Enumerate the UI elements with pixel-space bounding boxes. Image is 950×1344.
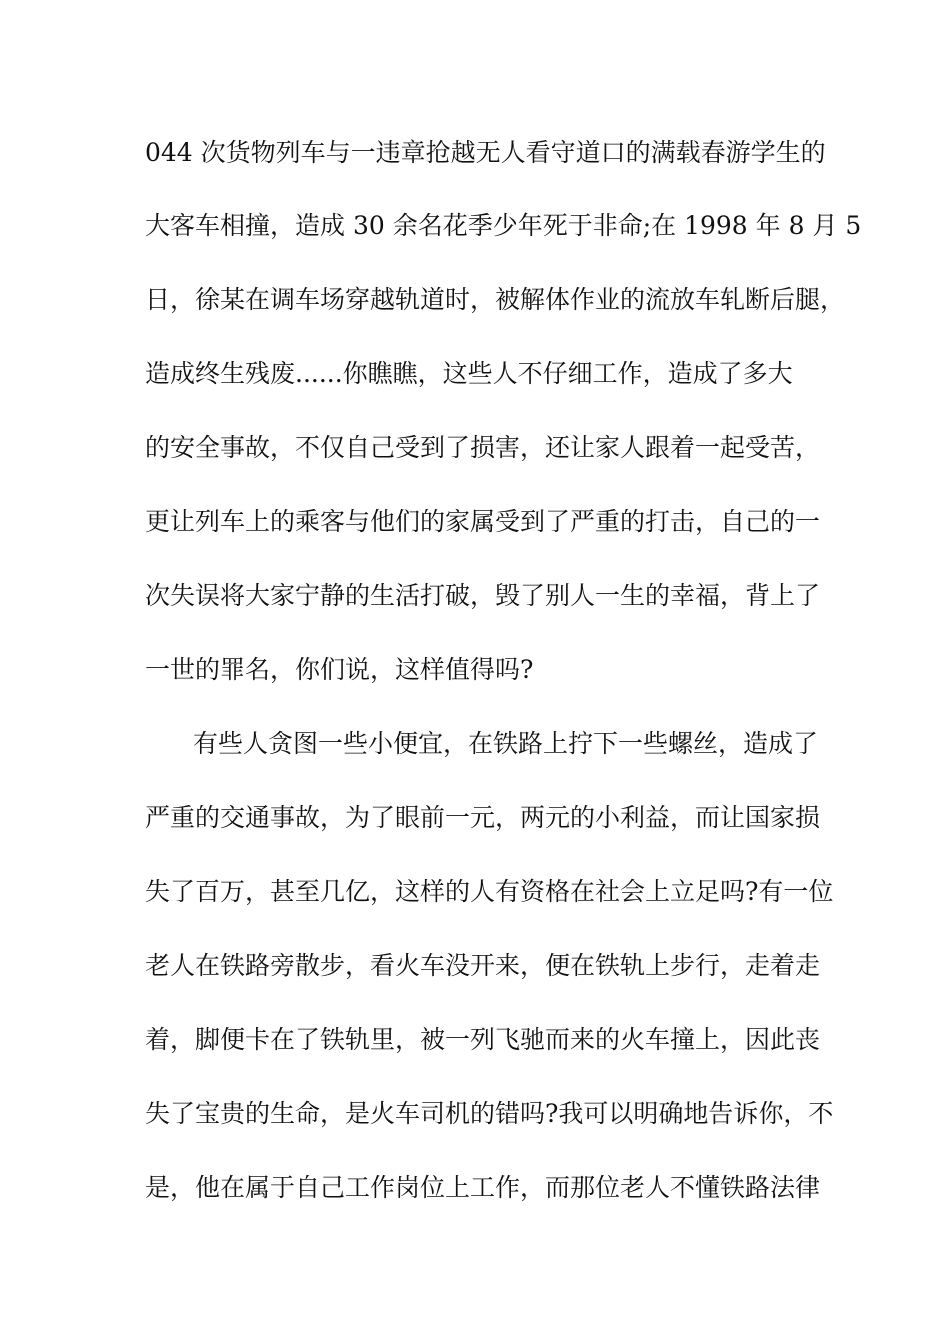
text-line: 大客车相撞，造成 30 余名花季少年死于非命;在 1998 年 8 月 5 (145, 211, 862, 240)
text-line: 严重的交通事故，为了眼前一元，两元的小利益，而让国家损 (145, 803, 821, 832)
text-line: 失了百万，甚至几亿，这样的人有资格在社会上立足吗?有一位 (145, 877, 834, 906)
text-line: 老人在铁路旁散步，看火车没开来，便在铁轨上步行，走着走 (145, 951, 821, 980)
text-line: 更让列车上的乘客与他们的家属受到了严重的打击，自己的一 (145, 507, 821, 536)
text-line: 失了宝贵的生命，是火车司机的错吗?我可以明确地告诉你，不 (145, 1099, 834, 1128)
text-line: 造成终生残废......你瞧瞧，这些人不仔细工作，造成了多大 (145, 359, 793, 388)
text-line: 日，徐某在调车场穿越轨道时，被解体作业的流放车轧断后腿， (145, 285, 846, 314)
paragraph-first-line: 有些人贪图一些小便宜，在铁路上拧下一些螺丝，造成了 (193, 729, 819, 758)
text-line: 着，脚便卡在了铁轨里，被一列飞驰而来的火车撞上，因此丧 (145, 1025, 821, 1054)
text-line: 044 次货物列车与一违章抢越无人看守道口的满载春游学生的 (145, 138, 826, 167)
text-line: 的安全事故，不仅自己受到了损害，还让家人跟着一起受苦， (145, 433, 821, 462)
text-line: 是，他在属于自己工作岗位上工作，而那位老人不懂铁路法律 (145, 1173, 821, 1202)
text-line: 一世的罪名，你们说，这样值得吗? (145, 655, 534, 684)
text-line: 次失误将大家宁静的生活打破，毁了别人一生的幸福，背上了 (145, 581, 821, 610)
